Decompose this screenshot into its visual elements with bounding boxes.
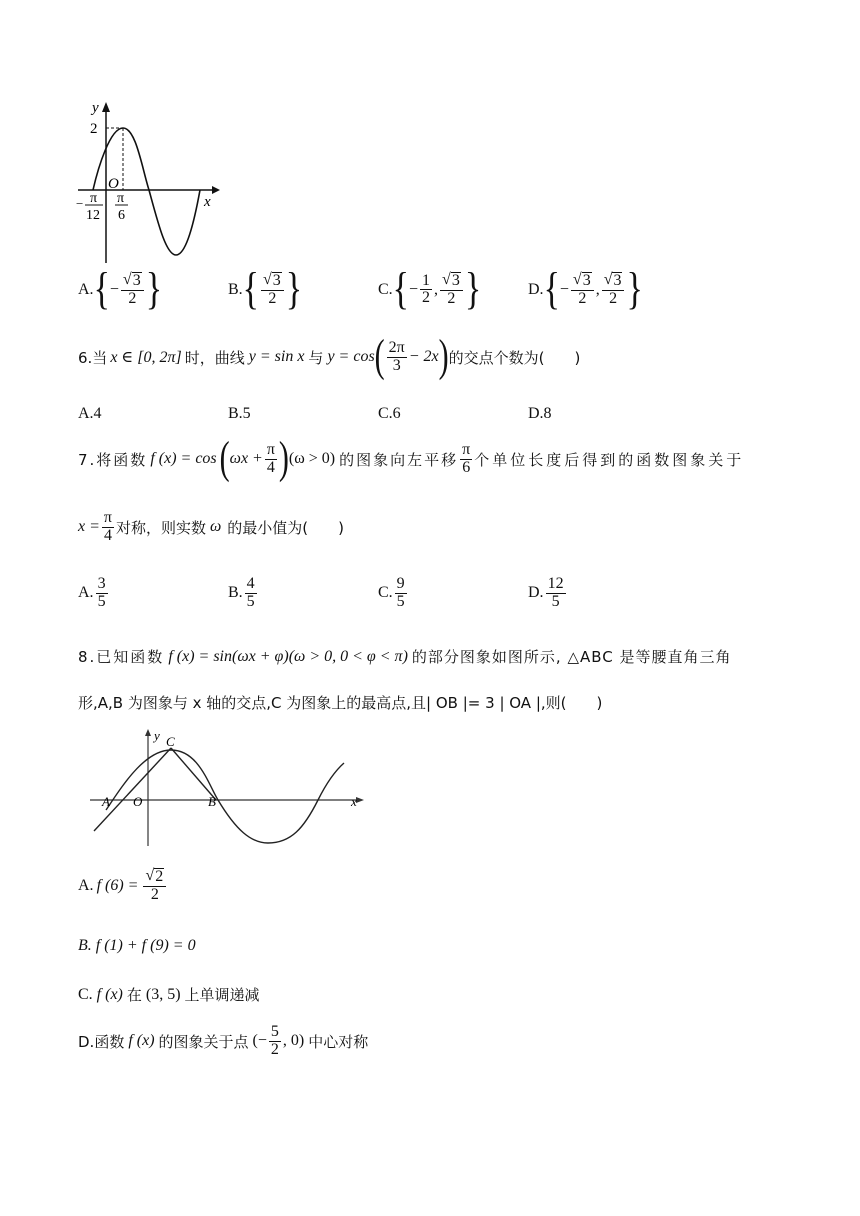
y-tick-2: 2 xyxy=(90,121,98,137)
y-axis-arrow-icon xyxy=(145,729,151,736)
x-axis-arrow-icon xyxy=(212,186,220,194)
q7-option-b[interactable]: B. $\frac{4}{5}$ xyxy=(228,575,255,610)
x-axis-arrow-icon xyxy=(356,797,364,803)
q8-option-c[interactable]: C. f (x) 在 (3, 5) 上单调递减 xyxy=(78,985,260,1004)
point-b-label: B xyxy=(208,794,216,809)
q8-stem-line1: 8.已知函数 f (x) = sin(ωx + φ)(ω > 0, 0 < φ < π) 的部分图象如图所示, △ABC 是等腰直角三角 xyxy=(78,647,732,666)
q7-stem-line1: 7.将函数 f (x) = cos ( ωx + $\frac{\pi}{4}$ ) (ω > 0) 的图象向左平移 $\frac{\pi}{6}$ 个单位长度后得到的函数图象关于 xyxy=(78,433,745,484)
q8-option-b[interactable]: B. f (1) + f (9) = 0 xyxy=(78,937,196,954)
q5-option-c[interactable]: C. { − $\frac{1}{2}$ , √ 3 2 } xyxy=(378,264,482,315)
q7-option-c[interactable]: C. $\frac{9}{5}$ xyxy=(378,575,405,610)
q5-option-d[interactable]: D. { − √ 3 2 , √ 3 2 } xyxy=(528,264,643,315)
x-tick-left-den: 12 xyxy=(86,208,100,223)
q6-stem: 6.当 x ∈ [0, 2π] 时，曲线 y = sin x 与 y = cos ( $\frac{2\pi}{3}$ − 2x ) 的交点个数为( ) xyxy=(78,331,581,382)
point-c-label: C xyxy=(166,734,175,749)
q7-option-d[interactable]: D. $\frac{12}{5}$ xyxy=(528,575,564,610)
x-axis-label: x xyxy=(204,194,211,210)
x-tick-left-sign: − xyxy=(76,196,84,211)
y-axis-label: y xyxy=(92,100,99,116)
y-axis-arrow-icon xyxy=(102,102,110,112)
line-ac xyxy=(94,748,171,831)
origin-label: O xyxy=(133,794,143,809)
q6-option-b[interactable]: B.5 xyxy=(228,405,251,422)
q6-option-c[interactable]: C.6 xyxy=(378,405,401,422)
x-tick-right-num: π xyxy=(117,191,125,206)
q8-stem-line2: 形,A,B 为图象与 x 轴的交点,C 为图象上的最高点,且| OB |= 3 | OA |,则( ) xyxy=(78,694,603,712)
q7-option-a[interactable]: A. $\frac{3}{5}$ xyxy=(78,575,106,610)
q6-option-a[interactable]: A.4 xyxy=(78,405,102,422)
x-tick-left-num: π xyxy=(90,191,98,206)
q7-stem-line2: x = $\frac{\pi}{4}$ 对称，则实数 ω 的最小值为( ) xyxy=(78,509,345,544)
q5-option-b[interactable]: B. { √ 3 2 } xyxy=(228,264,303,315)
figure-sine-graph-1 xyxy=(70,98,230,268)
x-axis-label: x xyxy=(351,794,357,809)
point-a-label: A xyxy=(102,794,110,809)
q8-option-d[interactable]: D.函数 f (x) 的图象关于点 (− $\frac{5}{2}$ , 0) 中心对称 xyxy=(78,1023,369,1058)
x-tick-right-den: 6 xyxy=(118,208,125,223)
figure-sine-graph-2 xyxy=(86,728,376,853)
origin-label: O xyxy=(108,176,119,192)
q6-option-d[interactable]: D.8 xyxy=(528,405,552,422)
y-axis-label: y xyxy=(154,728,160,743)
q8-option-a[interactable]: A. f (6) = √ 2 2 xyxy=(78,868,168,904)
line-cb xyxy=(171,748,216,800)
q5-option-a[interactable]: A. { − √ 3 2 } xyxy=(78,264,163,315)
